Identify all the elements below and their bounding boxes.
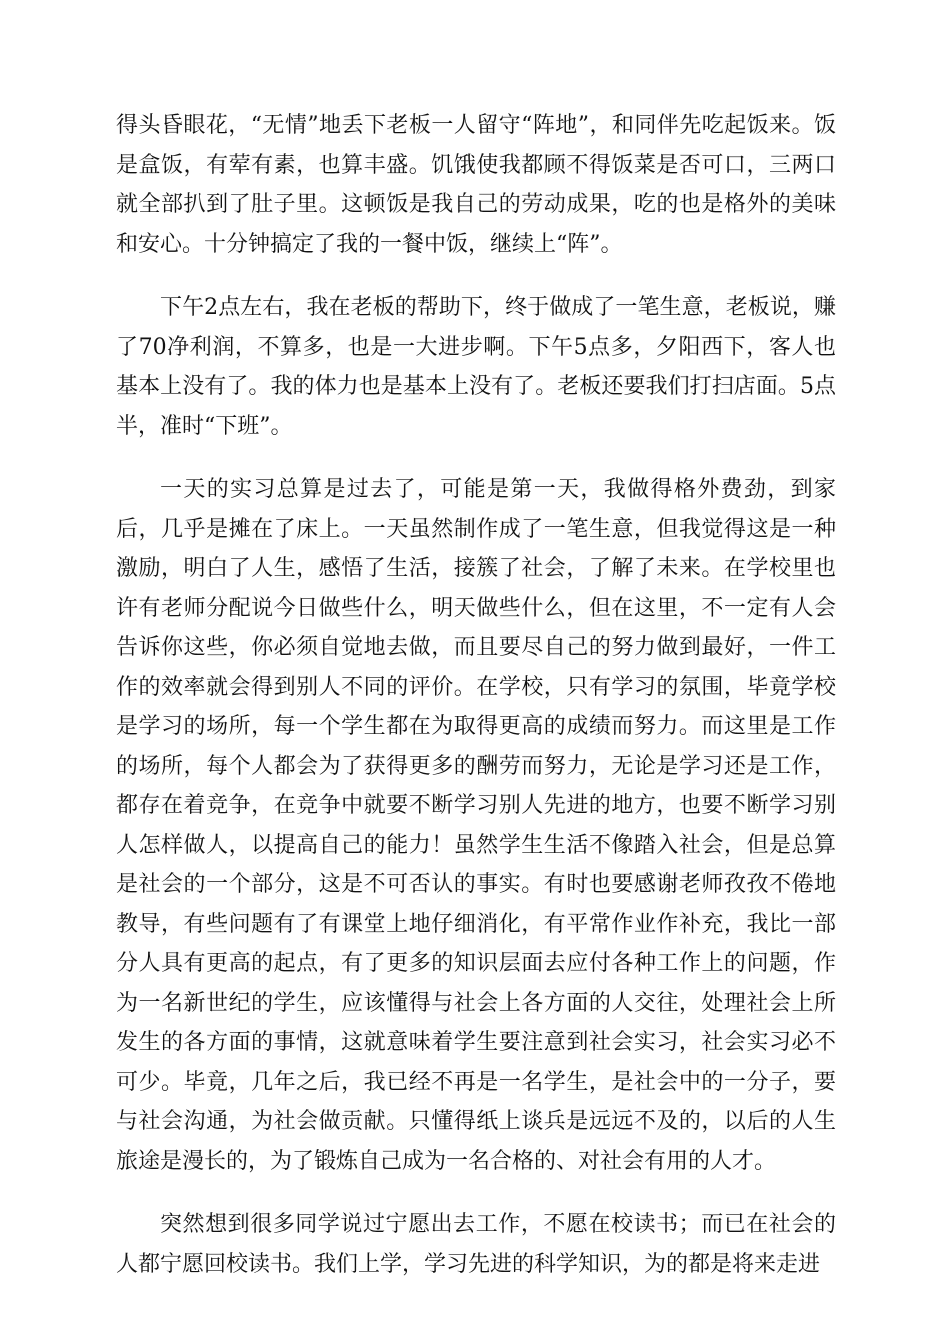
paragraph-2: 下午2点左右，我在老板的帮助下，终于做成了一笔生意，老板说，赚了70净利润，不算多，也是一大进步啊。下午5点多，夕阳西下，客人也基本上没有了。我的体力也是基本上没有了。老板还要我们打扫店面。5点半，准时“下班”。 xyxy=(116,295,836,439)
paragraph-4: 突然想到很多同学说过宁愿出去工作，不愿在校读书；而已在社会的人都宁愿回校读书。我们上学，学习先进的科学知识，为的都是将来走进 xyxy=(116,1212,836,1277)
document-body xyxy=(116,106,836,1308)
paragraph-1: 得头昏眼花，“无情”地丢下老板一人留守“阵地”，和同伴先吃起饭来。饭是盒饭，有荤有素，也算丰盛。饥饿使我都顾不得饭菜是否可口，三两口就全部扒到了肚子里。这顿饭是我自己的劳动成果，吃的也是格外的美味和安心。十分钟搞定了我的一餐中饭，继续上“阵”。 xyxy=(116,113,836,257)
paragraph-3: 一天的实习总算是过去了，可能是第一天，我做得格外费劲，到家后，几乎是摊在了床上。一天虽然制作成了一笔生意，但我觉得这是一种激励，明白了人生，感悟了生活，接簇了社会，了解了未来。在学校里也许有老师分配说今日做些什么，明天做些什么，但在这里，不一定有人会告诉你这些，你必须自觉地去做，而且要尽自己的努力做到最好，一件工作的效率就会得到别人不同的评价。在学校，只有学习的氛围，毕竟学校是学习的场所，每一个学生都在为取得更高的成绩而努力。而这里是工作的场所，每个人都会为了获得更多的酬劳而努力，无论是学习还是工作，都存在着竞争，在竞争中就要不断学习别人先进的地方，也要不断学习别人怎样做人，以提高自己的能力！虽然学生生活不像踏入社会，但是总算是社会的一个部分，这是不可否认的事实。有时也要感谢老师孜孜不倦地教导，有些问题有了有课堂上地仔细消化，有平常作业作补充，我比一部分人具有更高的起点，有了更多的知识层面去应付各种工作上的问题，作为一名新世纪的学生，应该懂得与社会上各方面的人交往，处理社会上所发生的各方面的事情，这就意味着学生要注意到社会实习，社会实习必不可少。毕竟，几年之后，我已经不再是一名学生，是社会中的一分子，要与社会沟通，为社会做贡献。只懂得纸上谈兵是远远不及的，以后的人生旅途是漫长的，为了锻炼自己成为一名合格的、对社会有用的人才。 xyxy=(116,477,836,1174)
